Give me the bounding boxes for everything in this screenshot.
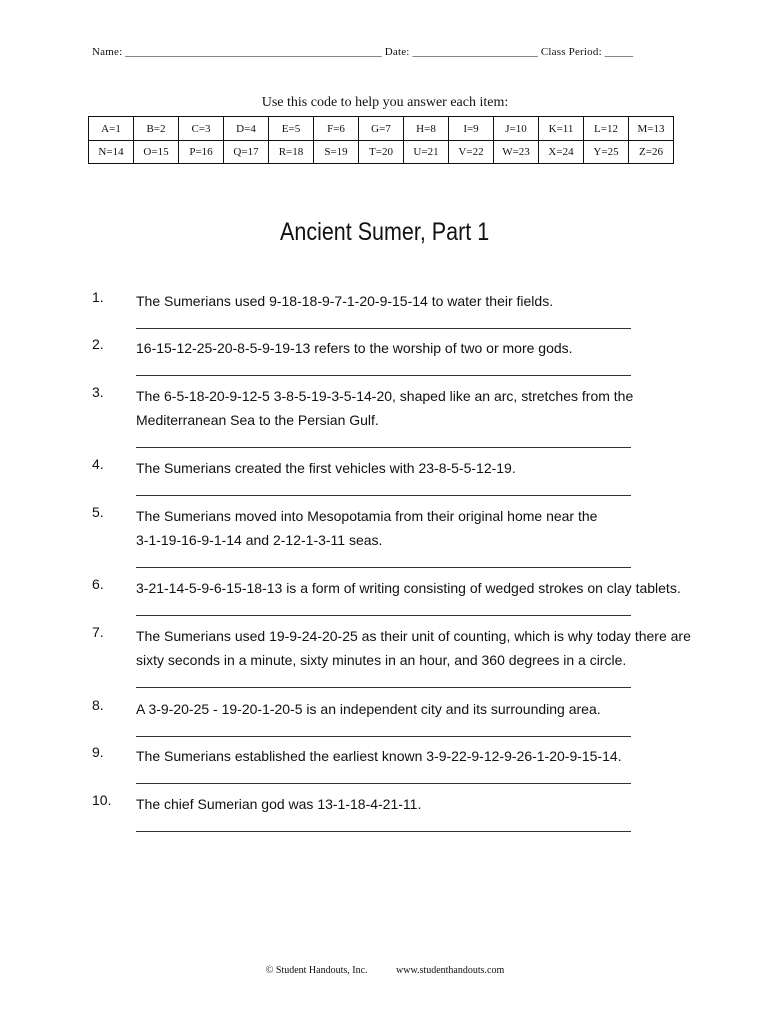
code-row <box>89 141 674 164</box>
code-cell: N=14 <box>89 141 134 164</box>
question-text-line: A 3-9-20-25 - 19-20-1-20-5 is an independent city and its surrounding area. <box>136 701 601 717</box>
footer-publisher: © Student Handouts, Inc. <box>265 965 368 976</box>
code-cell: R=18 <box>269 141 314 164</box>
code-row <box>89 117 674 141</box>
worksheet-title <box>0 218 770 247</box>
question-text <box>136 744 696 768</box>
question-text <box>136 504 696 552</box>
name-blank[interactable]: _____________________________________________ <box>125 46 382 58</box>
question-text-line: 16-15-12-25-20-8-5-9-19-13 refers to the worship of two or more gods. <box>136 340 573 356</box>
code-caption: Use this code to help you answer each item: <box>261 95 509 110</box>
question-number: 4. <box>92 456 104 472</box>
code-cell: Y=25 <box>584 141 629 164</box>
question-text <box>136 576 696 600</box>
answer-line[interactable] <box>136 328 631 329</box>
answer-line[interactable] <box>136 495 631 496</box>
code-cell: C=3 <box>179 117 224 141</box>
answer-line[interactable] <box>136 615 631 616</box>
code-cell: X=24 <box>539 141 584 164</box>
code-cell: Q=17 <box>224 141 269 164</box>
question-text-line: 3-21-14-5-9-6-15-18-13 is a form of writing consisting of wedged strokes on clay tablets. <box>136 580 681 596</box>
footer <box>0 965 770 976</box>
code-cell: F=6 <box>314 117 359 141</box>
code-cell: U=21 <box>404 141 449 164</box>
answer-line[interactable] <box>136 687 631 688</box>
question-text-line: The 6-5-18-20-9-12-5 3-8-5-19-3-5-14-20, shaped like an arc, stretches from the <box>136 388 634 404</box>
code-cell: D=4 <box>224 117 269 141</box>
answer-line[interactable] <box>136 375 631 376</box>
answer-line[interactable] <box>136 831 631 832</box>
question-number: 7. <box>92 624 104 640</box>
question-text <box>136 624 696 672</box>
code-cell: M=13 <box>629 117 674 141</box>
answer-line[interactable] <box>136 567 631 568</box>
question-text <box>136 456 696 480</box>
question-number: 2. <box>92 336 104 352</box>
question-text-line: The Sumerians established the earliest known 3-9-22-9-12-9-26-1-20-9-15-14. <box>136 748 622 764</box>
code-cell: K=11 <box>539 117 584 141</box>
footer-website: www.studenthandouts.com <box>396 965 505 976</box>
class-period-blank[interactable]: _____ <box>604 46 634 58</box>
question-text <box>136 289 696 313</box>
code-cell: G=7 <box>359 117 404 141</box>
class-period-label: Class Period: <box>540 46 602 58</box>
answer-line[interactable] <box>136 736 631 737</box>
date-blank[interactable]: ______________________ <box>412 46 538 58</box>
question-text-line: Mediterranean Sea to the Persian Gulf. <box>136 412 379 428</box>
code-cell: W=23 <box>494 141 539 164</box>
question-text-line: 3-1-19-16-9-1-14 and 2-12-1-3-11 seas. <box>136 532 383 548</box>
question-text <box>136 697 696 721</box>
question-number: 5. <box>92 504 104 520</box>
question-text-line: sixty seconds in a minute, sixty minutes in an hour, and 360 degrees in a circle. <box>136 652 627 668</box>
question-text-line: The Sumerians used 9-18-18-9-7-1-20-9-15-14 to water their fields. <box>136 293 554 309</box>
question-number: 8. <box>92 697 104 713</box>
code-cell: L=12 <box>584 117 629 141</box>
question-number: 9. <box>92 744 104 760</box>
question-text <box>136 336 696 360</box>
question-number: 3. <box>92 384 104 400</box>
code-cell: A=1 <box>89 117 134 141</box>
code-cell: J=10 <box>494 117 539 141</box>
question-text-line: The Sumerians moved into Mesopotamia from their original home near the <box>136 508 598 524</box>
code-cell: S=19 <box>314 141 359 164</box>
question-number: 10. <box>92 792 112 808</box>
worksheet-header <box>92 46 680 58</box>
question-text-line: The Sumerians used 19-9-24-20-25 as their unit of counting, which is why today there are <box>136 628 691 644</box>
code-cell: O=15 <box>134 141 179 164</box>
code-cell: H=8 <box>404 117 449 141</box>
question-number: 6. <box>92 576 104 592</box>
cipher-code-table <box>88 116 674 164</box>
code-cell: I=9 <box>449 117 494 141</box>
code-cell: P=16 <box>179 141 224 164</box>
question-number: 1. <box>92 289 104 305</box>
date-label: Date: <box>384 46 410 58</box>
question-text <box>136 384 696 432</box>
question-text-line: The chief Sumerian god was 13-1-18-4-21-11. <box>136 796 422 812</box>
answer-line[interactable] <box>136 447 631 448</box>
question-text-line: The Sumerians created the first vehicles with 23-8-5-5-12-19. <box>136 460 516 476</box>
code-cell: T=20 <box>359 141 404 164</box>
code-cell: V=22 <box>449 141 494 164</box>
code-cell: E=5 <box>269 117 314 141</box>
name-label: Name: <box>92 46 123 58</box>
code-cell: Z=26 <box>629 141 674 164</box>
worksheet-title-text: Ancient Sumer, Part 1 <box>280 218 490 246</box>
question-text <box>136 792 696 816</box>
code-cell: B=2 <box>134 117 179 141</box>
answer-line[interactable] <box>136 783 631 784</box>
